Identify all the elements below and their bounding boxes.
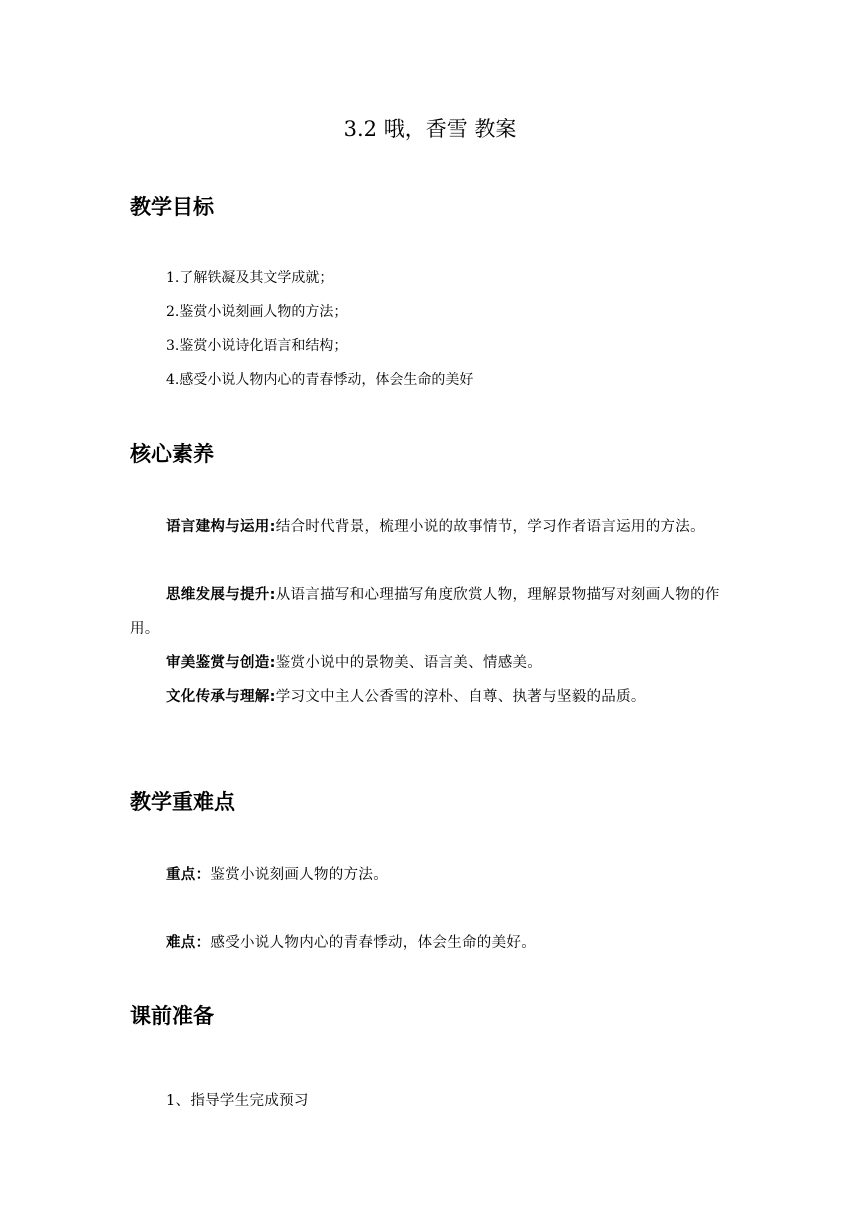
objective-item: 1.了解铁凝及其文学成就； [166,270,334,286]
objective-item: 2.鉴赏小说刻画人物的方法； [166,304,348,320]
objectives-heading: 教学目标 [130,195,214,219]
literacy-label: 审美鉴赏与创造: [166,655,276,671]
preparation-heading: 课前准备 [130,1004,214,1028]
key-points-heading: 教学重难点 [130,790,235,814]
preparation-item: 1、指导学生完成预习 [166,1093,309,1109]
objectives-list [166,268,473,404]
literacy-item-culture [130,680,730,714]
literacy-heading: 核心素养 [130,442,214,466]
literacy-item-language [130,510,730,544]
literacy-label: 语言建构与运用: [166,519,276,535]
difficulty-label: 难点： [166,935,211,951]
literacy-item-aesthetic [130,646,730,680]
literacy-text: 学习文中主人公香雪的淳朴、自尊、执著与坚毅的品质。 [275,689,646,705]
document-title: 3.2 哦，香雪 教案 [343,117,517,141]
literacy-text: 结合时代背景，梳理小说的故事情节，学习作者语言运用的方法。 [275,519,705,535]
literacy-text: 鉴赏小说中的景物美、语言美、情感美。 [275,655,543,671]
difficulty-text: 感受小说人物内心的青春悸动，体会生命的美好。 [210,935,537,951]
difficulty-point [166,932,536,954]
focus-label: 重点： [166,867,211,883]
focus-text: 鉴赏小说刻画人物的方法。 [210,867,389,883]
objective-item: 3.鉴赏小说诗化语言和结构； [166,338,348,354]
objective-item: 4.感受小说人物内心的青春悸动，体会生命的美好 [166,372,474,388]
literacy-item-thinking [130,578,730,646]
literacy-label: 思维发展与提升: [166,587,276,603]
focus-point [166,864,388,886]
literacy-label: 文化传承与理解: [166,689,276,705]
literacy-text: 从语言描写和心理描写角度欣赏人物，理解景物描写对刻画人物的作用。 [130,587,720,637]
